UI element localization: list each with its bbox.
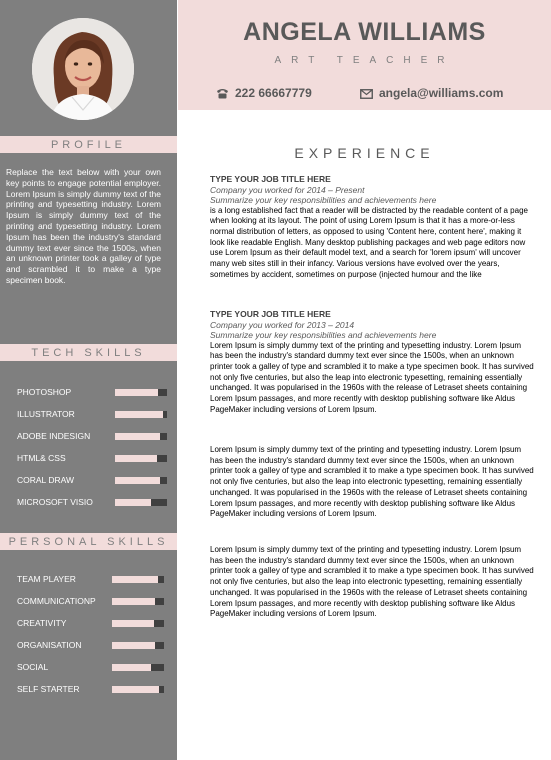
- job-summary: Summarize your key responsibilities and achievements here: [210, 195, 437, 205]
- skill-level-fill: [115, 455, 157, 462]
- skill-label: MICROSOFT VISIO: [17, 497, 93, 507]
- skill-level-fill: [115, 477, 160, 484]
- skill-level-fill: [112, 576, 158, 583]
- skill-level-bar: [115, 499, 167, 506]
- tech-skills-section-title: TECH SKILLS: [0, 344, 177, 361]
- skill-level-bar: [112, 686, 164, 693]
- skill-label: HTML& CSS: [17, 453, 66, 463]
- skill-level-bar: [115, 455, 167, 462]
- profile-text: Replace the text below with your own key points to engage potential employer. Lorem Ipsum is simply dummy text of the printing and typesetting industry. Lorem Ipsum is simply dummy text of the printing and typesetting industry. Lorem Ipsum has been the industry's standard dummy text ever since the 1500s, when an unknown printer took a galley of type and scrambled it to make a type specimen book.: [6, 167, 161, 285]
- job-entry: [210, 174, 535, 280]
- skill-level-fill: [115, 499, 151, 506]
- skill-level-fill: [112, 686, 159, 693]
- skill-row: [0, 595, 177, 607]
- skill-row: [0, 683, 177, 695]
- job-summary: Summarize your key responsibilities and achievements here: [210, 330, 437, 340]
- phone-icon: [216, 88, 229, 99]
- profile-section-title: PROFILE: [0, 136, 177, 153]
- phone-contact: [216, 86, 312, 100]
- skill-row: [0, 496, 177, 508]
- job-description: Lorem Ipsum is simply dummy text of the printing and typesetting industry. Lorem Ipsum has been the industry's standard dummy text ever since the 1500s, when an unknown printer took a galley of type and scrambled it to make a type specimen book. It has survived not only five centuries, but also the leap into electronic typesetting, remaining essentially unchanged. It was popularised in the 1960s with the release of Letraset sheets containing Lorem Ipsum passages, and more recently with desktop publishing software like Aldus PageMaker including versions of Lorem Ipsum.: [210, 340, 534, 414]
- header: [178, 0, 551, 110]
- skill-label: ORGANISATION: [17, 640, 82, 650]
- skill-level-fill: [112, 664, 151, 671]
- avatar-portrait-icon: [32, 18, 134, 120]
- experience-paragraph: Lorem Ipsum is simply dummy text of the printing and typesetting industry. Lorem Ipsum has been the industry's standard dummy text ever since the 1500s, when an unknown printer took a galley of type and scrambled it to make a type specimen book. It has survived not only five centuries, but also the leap into electronic typesetting, remaining essentially unchanged. It was popularised in the 1960s with the release of Letraset sheets containing Lorem Ipsum passages, and more recently with desktop publishing software like Aldus PageMaker including versions of Lorem Ipsum.: [210, 445, 534, 519]
- skill-level-bar: [112, 598, 164, 605]
- skill-level-bar: [115, 477, 167, 484]
- skill-label: TEAM PLAYER: [17, 574, 76, 584]
- job-company: Company you worked for 2013 – 2014: [210, 319, 355, 330]
- skill-level-fill: [112, 642, 155, 649]
- phone-number: 222 66667779: [235, 86, 312, 100]
- skill-row: [0, 573, 177, 585]
- personal-skills-section-title: PERSONAL SKILLS: [0, 533, 177, 550]
- skill-row: [0, 386, 177, 398]
- skill-level-fill: [115, 433, 160, 440]
- skill-level-bar: [112, 620, 164, 627]
- skill-label: SELF STARTER: [17, 684, 80, 694]
- skill-label: CREATIVITY: [17, 618, 67, 628]
- skill-label: ILLUSTRATOR: [17, 409, 75, 419]
- experience-paragraph: Lorem Ipsum is simply dummy text of the printing and typesetting industry. Lorem Ipsum has been the industry's standard dummy text ever since the 1500s, when an unknown printer took a galley of type and scrambled it to make a type specimen book. It has survived not only five centuries, but also the leap into electronic typesetting, remaining essentially unchanged. It was popularised in the 1960s with the release of Letraset sheets containing Lorem Ipsum passages, and more recently with desktop publishing software like Aldus PageMaker including versions of Lorem Ipsum.: [210, 545, 534, 619]
- skill-row: [0, 661, 177, 673]
- skill-level-bar: [112, 576, 164, 583]
- skill-level-fill: [115, 411, 163, 418]
- skill-level-bar: [112, 664, 164, 671]
- skill-label: ADOBE INDESIGN: [17, 431, 91, 441]
- candidate-name: ANGELA WILLIAMS: [243, 18, 486, 46]
- candidate-role: ART TEACHER: [274, 55, 455, 66]
- skill-row: [0, 430, 177, 442]
- skill-row: [0, 617, 177, 629]
- skill-row: [0, 452, 177, 464]
- job-description: is a long established fact that a reader will be distracted by the readable content of a page when looking at its layout. The point of using Lorem Ipsum is that it has a more-or-less normal distribution of letters, as opposed to using 'Content here, content here', making it look like readable English. Many desktop publishing packages and web page editors now use Lorem Ipsum as their default model text, and a search for 'lorem ipsum' will uncover many web sites still in their infancy. Various versions have evolved over the years, sometimes by accident, sometimes on purpose (injected humour and the like: [210, 205, 528, 279]
- email-address[interactable]: angela@williams.com: [379, 86, 504, 100]
- sidebar: [0, 0, 177, 760]
- skill-level-bar: [115, 411, 167, 418]
- profile-photo: [32, 18, 134, 120]
- skill-level-fill: [112, 598, 155, 605]
- skill-row: [0, 639, 177, 651]
- skill-label: PHOTOSHOP: [17, 387, 72, 397]
- experience-section-title: EXPERIENCE: [294, 145, 435, 161]
- skill-row: [0, 474, 177, 486]
- envelope-icon: [360, 89, 373, 99]
- job-company: Company you worked for 2014 – Present: [210, 184, 365, 195]
- job-title: TYPE YOUR JOB TITLE HERE: [210, 309, 331, 319]
- job-entry: [210, 309, 535, 415]
- email-contact: [360, 86, 503, 100]
- skill-row: [0, 408, 177, 420]
- skill-label: COMMUNICATIONP: [17, 596, 96, 606]
- skill-label: CORAL DRAW: [17, 475, 74, 485]
- skill-level-fill: [112, 620, 154, 627]
- skill-level-bar: [115, 433, 167, 440]
- skill-level-bar: [112, 642, 164, 649]
- skill-level-bar: [115, 389, 167, 396]
- skill-label: SOCIAL: [17, 662, 49, 672]
- skill-level-fill: [115, 389, 158, 396]
- job-title: TYPE YOUR JOB TITLE HERE: [210, 174, 331, 184]
